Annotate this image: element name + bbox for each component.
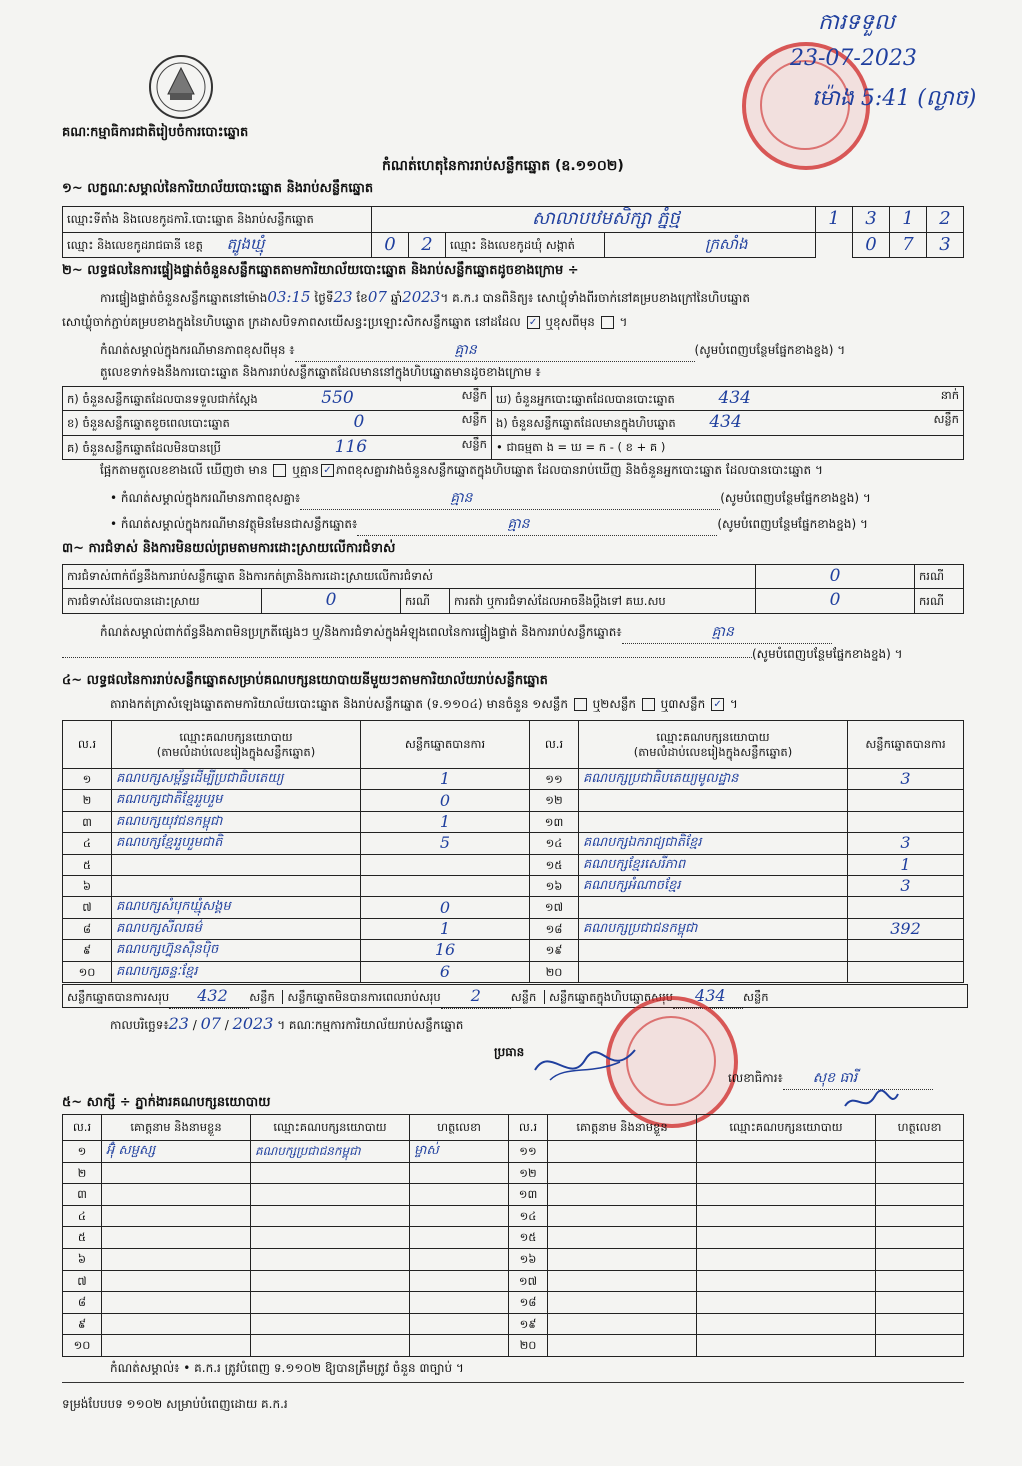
s3-note: កំណត់សម្គាល់ពាក់ព័ន្ធនឹងភាពមិនប្រក្រតីផ្សេងៗ ឬ/និងការជំទាស់ក្នុងអំឡុងពេលនៃការផ្ទៀងផ្ទាត់ និងការរាប់សន្លឹកឆ្នោត៖ គ្មាន bbox=[100, 622, 832, 644]
row-number: ៦ bbox=[63, 1248, 102, 1270]
witness-party bbox=[697, 1313, 876, 1335]
party-name: គណបក្សយុវជនកម្ពុជា bbox=[112, 811, 361, 832]
witness-party bbox=[251, 1292, 410, 1314]
witness-signature bbox=[876, 1248, 964, 1270]
s2-figures-intro: តួលេខទាក់ទងនឹងការបោះឆ្នោត និងការរាប់សន្លឹកឆ្នោតដែលមាននៅក្នុងហិបឆ្នោតមានដូចខាងក្រោម ៖ bbox=[100, 365, 541, 379]
check-time: 03:15 bbox=[267, 288, 311, 306]
table-row bbox=[63, 854, 964, 875]
party-name: គណបក្សខ្មែរសេរីភាព bbox=[579, 854, 848, 875]
witness-name bbox=[548, 1248, 697, 1270]
vote-count bbox=[361, 875, 530, 896]
row-number: ៣ bbox=[63, 811, 112, 832]
vote-count: 1 bbox=[848, 854, 964, 875]
witness-signature bbox=[876, 1292, 964, 1314]
witness-name bbox=[102, 1162, 251, 1184]
vote-count bbox=[848, 940, 964, 961]
s2-title: ២~ លទ្ធផលនៃការផ្ទៀងផ្ទាត់ចំនួនសន្លឹកឆ្នោតតាមការិយាល័យបោះឆ្នោត និងរាប់សន្លឹកឆ្នោតដូចខាងក្រោម ÷ bbox=[62, 263, 579, 278]
witness-party bbox=[697, 1335, 876, 1357]
vote-count: 1 bbox=[361, 769, 530, 790]
row-number: ១១ bbox=[530, 769, 579, 790]
witness-name bbox=[102, 1227, 251, 1249]
row-number: ១៦ bbox=[530, 875, 579, 896]
check-day: 23 bbox=[333, 288, 353, 306]
row-number: ១ bbox=[63, 1141, 102, 1163]
witness-party bbox=[697, 1184, 876, 1206]
vote-count bbox=[848, 790, 964, 811]
row-number: ១០ bbox=[63, 961, 112, 982]
s1-r2-label2: ឈ្មោះ និងលេខកូដឃុំ សង្កាត់ bbox=[446, 232, 605, 258]
vote-count: 0 bbox=[361, 790, 530, 811]
table-row bbox=[63, 875, 964, 896]
party-name: គណបក្សខ្មែររួបរួមជាតិ bbox=[112, 833, 361, 854]
s3-note-line2: (សូមបំពេញបន្ថែមផ្នែកខាងខ្នង) ។ bbox=[62, 646, 903, 664]
no-diff-checkbox[interactable]: ✓ bbox=[321, 464, 334, 477]
table-row bbox=[63, 1162, 964, 1184]
party-name: គណបក្សជាតិខ្មែររួបរួម bbox=[112, 790, 361, 811]
party-name bbox=[112, 875, 361, 896]
vote-count bbox=[848, 811, 964, 832]
witness-name bbox=[548, 1227, 697, 1249]
witness-signature bbox=[410, 1248, 509, 1270]
witness-name bbox=[548, 1270, 697, 1292]
s1-table bbox=[62, 206, 964, 258]
s2-figures-table: ក) ចំនួនសន្លឹកឆ្នោតដែលបានទទួលជាក់ស្តែង 550 សន្លឹក ឃ) ចំនួនអ្នកបោះឆ្នោតដែលបានបោះឆ្នោត 434 នាក់ ខ) ចំនួនសន្លឹកឆ្នោតខូចពេលបោះឆ្នោត 0 សន្លឹក ង) ចំនួនសន្លឹកឆ្នោតដែលមានក្នុងហិបឆ្នោត 434 សន្លឹក គ) ចំនួនសន្លឹកឆ្នោតដែលមិនបានប្រើ 116 សន្លឹក • ជាធម្មតា ង = ឃ = ក - ( ខ + គ ) bbox=[62, 386, 964, 460]
table-row bbox=[63, 918, 964, 939]
witness-name bbox=[102, 1205, 251, 1227]
row-number: ២០ bbox=[530, 961, 579, 982]
row-number: ១៩ bbox=[509, 1313, 548, 1335]
row-number: ៩ bbox=[63, 1313, 102, 1335]
form-title: កំណត់ហេតុនៃការរាប់សន្លឹកឆ្នោត (ឧ.១១០២) bbox=[382, 158, 624, 174]
s4-date: កាលបរិច្ឆេទ៖23 / 07 / 2023 ។ គណៈកម្មការការិយាល័យរាប់សន្លឹកឆ្នោត bbox=[110, 1014, 464, 1033]
party-name: គណបក្សប្រជាជនកម្ពុជា bbox=[579, 918, 848, 939]
row-number: ៤ bbox=[63, 1205, 102, 1227]
party-name: គណបក្សសម្ព័ន្ធដើម្បីប្រជាធិបតេយ្យ bbox=[112, 769, 361, 790]
party-name: គណបក្សសំបុកឃ្មុំសង្គម bbox=[112, 897, 361, 918]
table-row bbox=[63, 1141, 964, 1163]
kho-value: 434 bbox=[718, 388, 751, 408]
witness-signature bbox=[410, 1162, 509, 1184]
s4-intro: តារាងកត់ត្រាសំឡេងឆ្នោតតាមការិយាល័យបោះឆ្នោត និងរាប់សន្លឹកឆ្នោត (ទ.១១០៤) មានចំនួន ១សន្លឹក ឬ២សន្លឹក ឬ៣សន្លឹក ✓ ។ bbox=[110, 697, 738, 711]
vote-count bbox=[848, 961, 964, 982]
row-number: ៥ bbox=[63, 854, 112, 875]
witness-signature bbox=[876, 1184, 964, 1206]
row-number: ១២ bbox=[509, 1162, 548, 1184]
commune-code: 3 bbox=[927, 232, 964, 258]
s1-title: ១~ លក្ខណៈសម្គាល់នៃការិយាល័យបោះឆ្នោត និងរាប់សន្លឹកឆ្នោត bbox=[62, 181, 374, 196]
witness-name bbox=[548, 1184, 697, 1206]
row-number: ១៣ bbox=[530, 811, 579, 832]
two-sheet-checkbox[interactable] bbox=[642, 698, 655, 711]
nec-logo bbox=[148, 54, 214, 120]
row-number: ៧ bbox=[63, 1270, 102, 1292]
vote-count: 3 bbox=[848, 769, 964, 790]
witness-party bbox=[251, 1184, 410, 1206]
s2-paragraph1: ការផ្ទៀងផ្ទាត់ចំនួនសន្លឹកឆ្នោតនៅម៉ោង03:15 ថ្ងៃទី23 ខែ07 ឆ្នាំ2023។ គ.ក.រ បានពិនិត្យ៖ សោឃ្លុំទាំងពីរចាក់នៅគម្របខាងក្រៅនៃហិបឆ្នោត bbox=[100, 288, 750, 306]
row-number: ៥ bbox=[63, 1227, 102, 1249]
witness-party bbox=[251, 1270, 410, 1292]
valid-total: 432 bbox=[197, 986, 228, 1005]
s4-results-table: ល.រ ឈ្មោះគណបក្សនយោបាយ (តាមលំដាប់លេខរៀងក្នុងសន្លឹកឆ្នោត) សន្លឹកឆ្នោតបានការ ល.រ ឈ្មោះគណបក្សនយោបាយ (តាមលំដាប់លេខរៀងក្នុងសន្លឹកឆ្នោត) សន្លឹកឆ្នោតបានការ ១ គណបក្សសម្ព័ន្ធដើម្បីប្រជាធិបតេយ្យ 1 ១១ គណបក្សប្រជាធិបតេយ្យមូលដ្ឋាន 3 ២ គណបក្សជាតិខ្មែររួបរួម 0 ១២ ៣ គណបក្សយុវជនកម្ពុជា 1 ១៣ ៤ គណបក្សខ្មែររួបរួមជាតិ 5 ១៤ គណបក្សឯករាជ្យជាតិខ្មែរ 3 ៥ ១៥ គណបក្សខ្មែរសេរីភាព 1 ៦ ១៦ គណបក្សអំណាចខ្មែរ 3 ៧ គណបក្សសំបុកឃ្មុំសង្គម 0 ១៧ ៨ គណបក្សសីលធម៌ 1 ១៨ គណបក្សប្រជាជនកម្ពុជា 392 ៩ គណបក្សហ្វ៊ុនស៊ិនប៉ិច 16 ១៩ ១០ គណបក្សឆន្ទៈខ្មែរ 6 ២០ bbox=[62, 720, 964, 983]
party-name: គណបក្សឯករាជ្យជាតិខ្មែរ bbox=[579, 833, 848, 854]
witness-party bbox=[697, 1292, 876, 1314]
witness-signature bbox=[876, 1270, 964, 1292]
witness-signature bbox=[410, 1292, 509, 1314]
party-name: គណបក្សឆន្ទៈខ្មែរ bbox=[112, 961, 361, 982]
has-diff-checkbox[interactable] bbox=[273, 464, 286, 477]
row-number: ១៩ bbox=[530, 940, 579, 961]
witness-party bbox=[251, 1335, 410, 1357]
s4-title: ៤~ លទ្ធផលនៃការរាប់សន្លឹកឆ្នោតសម្រាប់គណបក្សនយោបាយនីមួយៗតាមការិយាល័យរាប់សន្លឹកឆ្នោត bbox=[62, 673, 548, 688]
witness-party bbox=[697, 1205, 876, 1227]
witness-signature bbox=[876, 1227, 964, 1249]
s3-r1: ការជំទាស់ពាក់ព័ន្ធនឹងការរាប់សន្លឹកឆ្នោត និងការកត់ត្រានិងការដោះស្រាយលើការជំទាស់ bbox=[63, 565, 756, 589]
footer-note: កំណត់សម្គាល់៖ • គ.ក.រ ត្រូវបំពេញ ទ.១១០២ ឱ្យបានត្រឹមត្រូវ ចំនួន ៣ច្បាប់ ។ bbox=[110, 1361, 464, 1375]
party-name: គណបក្សអំណាចខ្មែរ bbox=[579, 875, 848, 896]
s3-title: ៣~ ការជំទាស់ និងការមិនយល់ព្រមតាមការដោះស្រាយលើការជំទាស់ bbox=[62, 541, 396, 556]
commune-code: 0 bbox=[853, 232, 890, 258]
table-row bbox=[63, 1205, 964, 1227]
witness-party bbox=[251, 1313, 410, 1335]
row-number: ១៨ bbox=[530, 918, 579, 939]
formula: • ជាធម្មតា ង = ឃ = ក - ( ខ + គ ) bbox=[492, 435, 964, 459]
witness-signature bbox=[876, 1205, 964, 1227]
row-number: ១៤ bbox=[530, 833, 579, 854]
s2-paragraph2: សោឃ្លុំចាក់ភ្ជាប់គម្របខាងក្នុងនៃហិបឆ្នោត ក្រដាសបិទភាពសយើសន្ធះប្រឡោះសិកសន្លឹកឆ្នោត នៅដដែល ✓ ឬខុសពីមុន ។ bbox=[62, 315, 628, 329]
witness-signature bbox=[876, 1162, 964, 1184]
row-number: ២ bbox=[63, 1162, 102, 1184]
vote-count: 0 bbox=[361, 897, 530, 918]
check-year: 2023 bbox=[402, 288, 441, 306]
witness-signature bbox=[410, 1227, 509, 1249]
party-name: គណបក្សហ្វ៊ុនស៊ិនប៉ិច bbox=[112, 940, 361, 961]
witness-signature bbox=[876, 1141, 964, 1163]
s1-code: 2 bbox=[927, 207, 964, 233]
row-number: ១៧ bbox=[530, 897, 579, 918]
s3-r2a-value: 0 bbox=[262, 589, 401, 613]
s1-r2-label1: ឈ្មោះ និងលេខកូដរាជធានី ខេត្ត ត្បូងឃ្មុំ bbox=[63, 232, 372, 258]
table-row bbox=[63, 1313, 964, 1335]
s3-table: ការជំទាស់ពាក់ព័ន្ធនឹងការរាប់សន្លឹកឆ្នោត និងការកត់ត្រានិងការដោះស្រាយលើការជំទាស់ 0 ករណី ការជំទាស់ដែលបានដោះស្រាយ 0 ករណី ការតវ៉ា ឬការជំទាស់ដែលអាចនឹងប្តឹងទៅ គឃ.សប 0 ករណី bbox=[62, 564, 964, 614]
s1-code: 1 bbox=[816, 207, 853, 233]
witness-name bbox=[102, 1184, 251, 1206]
table-row bbox=[63, 1227, 964, 1249]
s1-r1-label: ឈ្មោះទីតាំង និងលេខកូដការិ.បោះឆ្នោត និងរាប់សន្លឹកឆ្នោត bbox=[63, 207, 372, 233]
witness-party bbox=[251, 1205, 410, 1227]
witness-signature bbox=[410, 1184, 509, 1206]
vote-count bbox=[848, 897, 964, 918]
received-time: ម៉ោង 5:41 (ល្ងាច) bbox=[812, 86, 977, 111]
s5-title: ៥~ សាក្សី ÷ ភ្នាក់ងារគណបក្សនយោបាយ bbox=[62, 1095, 271, 1110]
party-name: គណបក្សប្រជាធិបតេយ្យមូលដ្ឋាន bbox=[579, 769, 848, 790]
row-number: ១២ bbox=[530, 790, 579, 811]
row-number: ១៦ bbox=[509, 1248, 548, 1270]
s3-r2a: ការជំទាស់ដែលបានដោះស្រាយ bbox=[63, 589, 262, 613]
witness-party bbox=[697, 1141, 876, 1163]
row-number: ១៤ bbox=[509, 1205, 548, 1227]
table-row bbox=[63, 1270, 964, 1292]
row-number: ១០ bbox=[63, 1335, 102, 1357]
witness-name bbox=[548, 1292, 697, 1314]
party-name bbox=[579, 897, 848, 918]
secretary: លេខាធិការ៖ សុខ ធារី bbox=[728, 1068, 933, 1090]
row-number: ៣ bbox=[63, 1184, 102, 1206]
witness-name bbox=[548, 1205, 697, 1227]
row-number: ៨ bbox=[63, 918, 112, 939]
witness-name bbox=[102, 1335, 251, 1357]
table-row bbox=[63, 1184, 964, 1206]
witness-name bbox=[548, 1162, 697, 1184]
row-number: ១១ bbox=[509, 1141, 548, 1163]
vote-count: 3 bbox=[848, 875, 964, 896]
s2-bullet1: • កំណត់សម្គាល់ក្នុងករណីមានភាពខុសគ្នា៖ គ្មាន (សូមបំពេញបន្ថែមផ្នែកខាងខ្នង) ។ bbox=[110, 488, 871, 510]
ko-value: 116 bbox=[334, 436, 368, 457]
received-date: 23-07-2023 bbox=[790, 46, 917, 71]
chair-signature bbox=[530, 1040, 640, 1093]
province-code: 2 bbox=[409, 232, 446, 258]
table-row bbox=[63, 769, 964, 790]
row-number: ៩ bbox=[63, 940, 112, 961]
witness-signature bbox=[410, 1205, 509, 1227]
commune-code: 7 bbox=[890, 232, 927, 258]
row-number: ២ bbox=[63, 790, 112, 811]
witness-party: គណបក្សប្រជាជនកម្ពុជា bbox=[251, 1141, 410, 1163]
kha-value: 0 bbox=[353, 412, 365, 433]
chair-label: ប្រធាន bbox=[494, 1045, 525, 1059]
nga-value: 434 bbox=[709, 412, 742, 433]
row-number: ៨ bbox=[63, 1292, 102, 1314]
witness-party bbox=[697, 1270, 876, 1292]
witness-party bbox=[251, 1162, 410, 1184]
table-row bbox=[63, 897, 964, 918]
three-sheet-checkbox[interactable]: ✓ bbox=[711, 698, 724, 711]
row-number: ១៣ bbox=[509, 1184, 548, 1206]
ka-value: 550 bbox=[321, 388, 354, 408]
row-number: ៦ bbox=[63, 875, 112, 896]
vote-count: 16 bbox=[361, 940, 530, 961]
witness-party bbox=[251, 1248, 410, 1270]
changed-checkbox[interactable] bbox=[601, 316, 614, 329]
row-number: ១៥ bbox=[509, 1227, 548, 1249]
witness-party bbox=[697, 1227, 876, 1249]
row-number: ៤ bbox=[63, 833, 112, 854]
witness-signature bbox=[876, 1335, 964, 1357]
s3-r1-value: 0 bbox=[756, 565, 915, 589]
witness-party bbox=[697, 1162, 876, 1184]
witness-name bbox=[548, 1141, 697, 1163]
s1-r1-value: សាលាបឋមសិក្សា ភ្នំថ្ម bbox=[372, 207, 816, 233]
party-name bbox=[112, 854, 361, 875]
same-checkbox[interactable]: ✓ bbox=[527, 316, 540, 329]
vote-count bbox=[361, 854, 530, 875]
party-name bbox=[579, 940, 848, 961]
table-row bbox=[63, 1335, 964, 1357]
witness-party bbox=[251, 1227, 410, 1249]
table-row bbox=[63, 833, 964, 854]
vote-count: 1 bbox=[361, 811, 530, 832]
s4-totals: សន្លឹកឆ្នោតបានការសរុប 432 សន្លឹក សន្លឹកឆ្នោតមិនបានការពេលរាប់សរុប 2 សន្លឹក សន្លឹកឆ្នោតក្នុងហិបឆ្នោតសរុប 434 សន្លឹក bbox=[62, 984, 968, 1008]
commune-name: ក្រសាំង bbox=[605, 232, 816, 258]
row-number: ៧ bbox=[63, 897, 112, 918]
table-row bbox=[63, 1292, 964, 1314]
witness-signature: ម្ចាស់ bbox=[410, 1141, 509, 1163]
s2-bullet2: • កំណត់សម្គាល់ក្នុងករណីមានវត្ថុមិនមែនជាសន្លឹកឆ្នោត៖ គ្មាន (សូមបំពេញបន្ថែមផ្នែកខាងខ្នង) ។ bbox=[110, 514, 868, 536]
vote-count: 1 bbox=[361, 918, 530, 939]
footer-form: ទម្រង់បែបបទ ១១០២ សម្រាប់បំពេញដោយ គ.ក.រ bbox=[62, 1397, 288, 1411]
footer-divider bbox=[62, 1382, 964, 1383]
table-row bbox=[63, 1248, 964, 1270]
witness-name: អ៊ុំ សម្ផស្ស bbox=[102, 1141, 251, 1163]
invalid-total: 2 bbox=[470, 986, 481, 1005]
org-name: គណៈកម្មាធិការជាតិរៀបចំការបោះឆ្នោត bbox=[62, 125, 249, 140]
vote-count: 392 bbox=[848, 918, 964, 939]
witness-signature bbox=[410, 1270, 509, 1292]
row-number: ២០ bbox=[509, 1335, 548, 1357]
party-name bbox=[579, 961, 848, 982]
witness-signature bbox=[410, 1335, 509, 1357]
witness-name bbox=[102, 1313, 251, 1335]
vote-count: 6 bbox=[361, 961, 530, 982]
party-name bbox=[579, 811, 848, 832]
vote-count: 3 bbox=[848, 833, 964, 854]
row-number: ១៧ bbox=[509, 1270, 548, 1292]
s1-code: 1 bbox=[890, 207, 927, 233]
witness-name bbox=[548, 1313, 697, 1335]
province-code: 0 bbox=[372, 232, 409, 258]
row-number: ១៥ bbox=[530, 854, 579, 875]
table-row bbox=[63, 940, 964, 961]
party-name: គណបក្សសីលធម៌ bbox=[112, 918, 361, 939]
s3-r2b-value: 0 bbox=[756, 589, 915, 613]
witness-signature bbox=[410, 1313, 509, 1335]
one-sheet-checkbox[interactable] bbox=[574, 698, 587, 711]
s1-code: 3 bbox=[853, 207, 890, 233]
s3-r2b: ការតវ៉ា ឬការជំទាស់ដែលអាចនឹងប្តឹងទៅ គឃ.សប bbox=[450, 589, 756, 613]
party-name bbox=[579, 790, 848, 811]
witness-name bbox=[102, 1270, 251, 1292]
row-number: ១ bbox=[63, 769, 112, 790]
witness-name bbox=[102, 1248, 251, 1270]
ballot-total: 434 bbox=[695, 986, 726, 1005]
witness-party bbox=[697, 1248, 876, 1270]
row-number: ១៨ bbox=[509, 1292, 548, 1314]
witness-name bbox=[548, 1335, 697, 1357]
vote-count: 5 bbox=[361, 833, 530, 854]
s5-witness-table: ល.រ គោត្តនាម និងនាមខ្លួន ឈ្មោះគណបក្សនយោបាយ ហត្ថលេខា ល.រ គោត្តនាម និងនាមខ្លួន ឈ្មោះគណបក្សនយោបាយ ហត្ថលេខា ១ អ៊ុំ សម្ផស្ស គណបក្សប្រជាជនកម្ពុជា ម្ចាស់ ១១ ២ ១២ ៣ ១៣ ៤ ១៤ ៥ ១៥ ៦ ១៦ ៧ ១៧ ៨ ១៨ ៩ ១៩ ១០ ២០ bbox=[62, 1114, 964, 1357]
s2-difference: ផ្អែកតាមតួលេខខាងលើ ឃើញថា មាន ឬគ្មាន ✓ ភាពខុសគ្នារវាងចំនួនសន្លឹកឆ្នោតក្នុងហិបឆ្នោត ដែលបានរាប់ឃើញ និងចំនួនអ្នកបោះឆ្នោត ដែលបានបោះឆ្នោត ។ bbox=[100, 463, 823, 477]
check-month: 07 bbox=[367, 288, 387, 306]
witness-name bbox=[102, 1292, 251, 1314]
s2-change-note: កំណត់សម្គាល់ក្នុងករណីមានភាពខុសពីមុន ៖ គ្មាន (សូមបំពេញបន្ថែមផ្នែកខាងខ្នង) ។ bbox=[100, 340, 970, 362]
table-row bbox=[63, 961, 964, 982]
province-name: ត្បូងឃ្មុំ bbox=[226, 235, 265, 254]
table-row bbox=[63, 790, 964, 811]
witness-signature bbox=[876, 1313, 964, 1335]
received-note: ការទទួល bbox=[818, 10, 895, 35]
table-row bbox=[63, 811, 964, 832]
